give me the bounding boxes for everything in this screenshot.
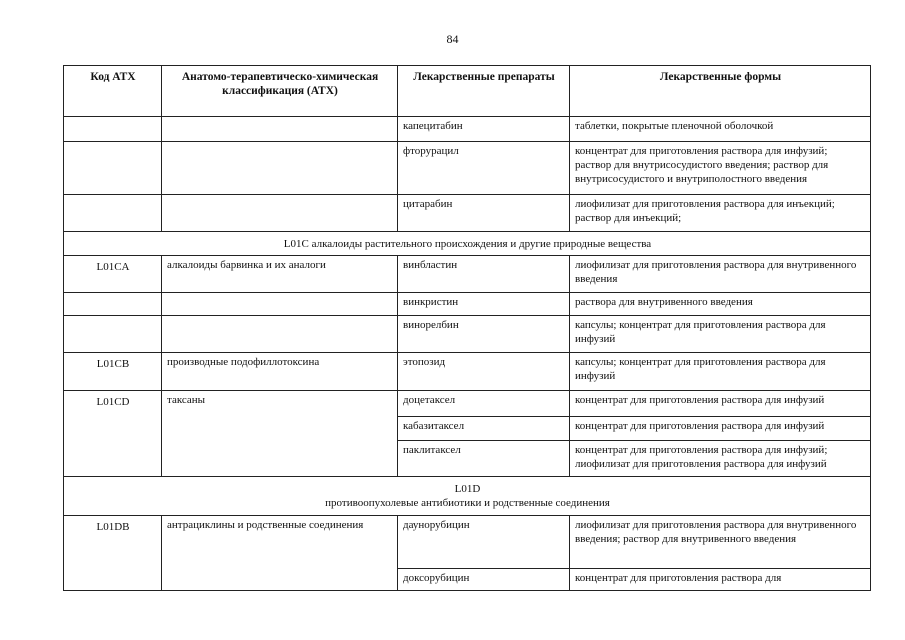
atc-code-cell [64, 569, 162, 591]
group-code: L01D [454, 483, 481, 495]
atc-class-cell [162, 293, 398, 316]
atc-class-cell [162, 142, 398, 195]
group-title: противоопухолевые антибиотики и родственные соединения [325, 497, 610, 509]
atc-class-cell: производные подофиллотоксина [162, 353, 398, 391]
header-drugs: Лекарственные препараты [398, 66, 570, 117]
group-row [64, 477, 871, 516]
dosage-form-cell: капсулы; концентрат для приготовления раствора для инфузий [570, 353, 871, 391]
table-row [64, 256, 871, 293]
dosage-form-cell: лиофилизат для приготовления раствора для внутривенного введения; раствор для внутривенного введения [570, 516, 871, 569]
drug-name-cell: капецитабин [398, 117, 570, 142]
atc-code-cell: L01CD [64, 391, 162, 417]
table-row [64, 441, 871, 477]
atc-code-cell [64, 142, 162, 195]
group-heading-l01d [64, 477, 871, 516]
table-row [64, 195, 871, 232]
dosage-form-cell: концентрат для приготовления раствора для инфузий; лиофилизат для приготовления раствора для инфузий [570, 441, 871, 477]
group-heading-l01c: L01C алкалоиды растительного происхождения и другие природные вещества [64, 232, 871, 256]
dosage-form-cell: концентрат для приготовления раствора для инфузий; раствор для внутрисосудистого введения; раствор для внутрисосудистого и внутриполостного введения [570, 142, 871, 195]
atc-code-cell [64, 417, 162, 441]
header-classification: Анатомо-терапевтическо-химическая классификация (АТХ) [162, 66, 398, 117]
dosage-form-cell: концентрат для приготовления раствора для инфузий [570, 417, 871, 441]
atc-class-cell [162, 316, 398, 353]
dosage-form-cell: капсулы; концентрат для приготовления раствора для инфузий [570, 316, 871, 353]
atc-class-cell: таксаны [162, 391, 398, 417]
drug-name-cell: фторурацил [398, 142, 570, 195]
drug-name-cell: винбластин [398, 256, 570, 293]
dosage-form-cell: концентрат для приготовления раствора для инфузий [570, 391, 871, 417]
atc-class-cell: алкалоиды барвинка и их аналоги [162, 256, 398, 293]
table-row [64, 117, 871, 142]
group-row [64, 232, 871, 256]
atc-drug-table [63, 65, 871, 591]
atc-class-cell [162, 441, 398, 477]
table-row [64, 516, 871, 569]
atc-code-cell [64, 117, 162, 142]
drug-name-cell: паклитаксел [398, 441, 570, 477]
table-header-row [64, 66, 871, 117]
drug-name-cell: винорелбин [398, 316, 570, 353]
table-row [64, 142, 871, 195]
table-row [64, 391, 871, 417]
atc-class-cell [162, 417, 398, 441]
drug-name-cell: кабазитаксел [398, 417, 570, 441]
table-row [64, 417, 871, 441]
table-row [64, 316, 871, 353]
atc-class-cell [162, 195, 398, 232]
drug-name-cell: доксорубицин [398, 569, 570, 591]
dosage-form-cell: раствора для внутривенного введения [570, 293, 871, 316]
table-row [64, 293, 871, 316]
dosage-form-cell: лиофилизат для приготовления раствора для внутривенного введения [570, 256, 871, 293]
atc-code-cell [64, 316, 162, 353]
atc-code-cell: L01DB [64, 516, 162, 569]
drug-name-cell: винкристин [398, 293, 570, 316]
dosage-form-cell: концентрат для приготовления раствора для [570, 569, 871, 591]
dosage-form-cell: таблетки, покрытые пленочной оболочкой [570, 117, 871, 142]
drug-name-cell: этопозид [398, 353, 570, 391]
header-forms: Лекарственные формы [570, 66, 871, 117]
atc-code-cell [64, 195, 162, 232]
drug-name-cell: цитарабин [398, 195, 570, 232]
header-code: Код АТХ [64, 66, 162, 117]
page-number: 84 [446, 32, 459, 46]
atc-code-cell [64, 293, 162, 316]
dosage-form-cell: лиофилизат для приготовления раствора для инъекций; раствор для инъекций; [570, 195, 871, 232]
table-row [64, 569, 871, 591]
table-row [64, 353, 871, 391]
atc-code-cell: L01CB [64, 353, 162, 391]
atc-code-cell: L01CA [64, 256, 162, 293]
atc-class-cell [162, 117, 398, 142]
atc-class-cell [162, 569, 398, 591]
drug-name-cell: даунорубицин [398, 516, 570, 569]
drug-name-cell: доцетаксел [398, 391, 570, 417]
atc-class-cell: антрациклины и родственные соединения [162, 516, 398, 569]
atc-code-cell [64, 441, 162, 477]
